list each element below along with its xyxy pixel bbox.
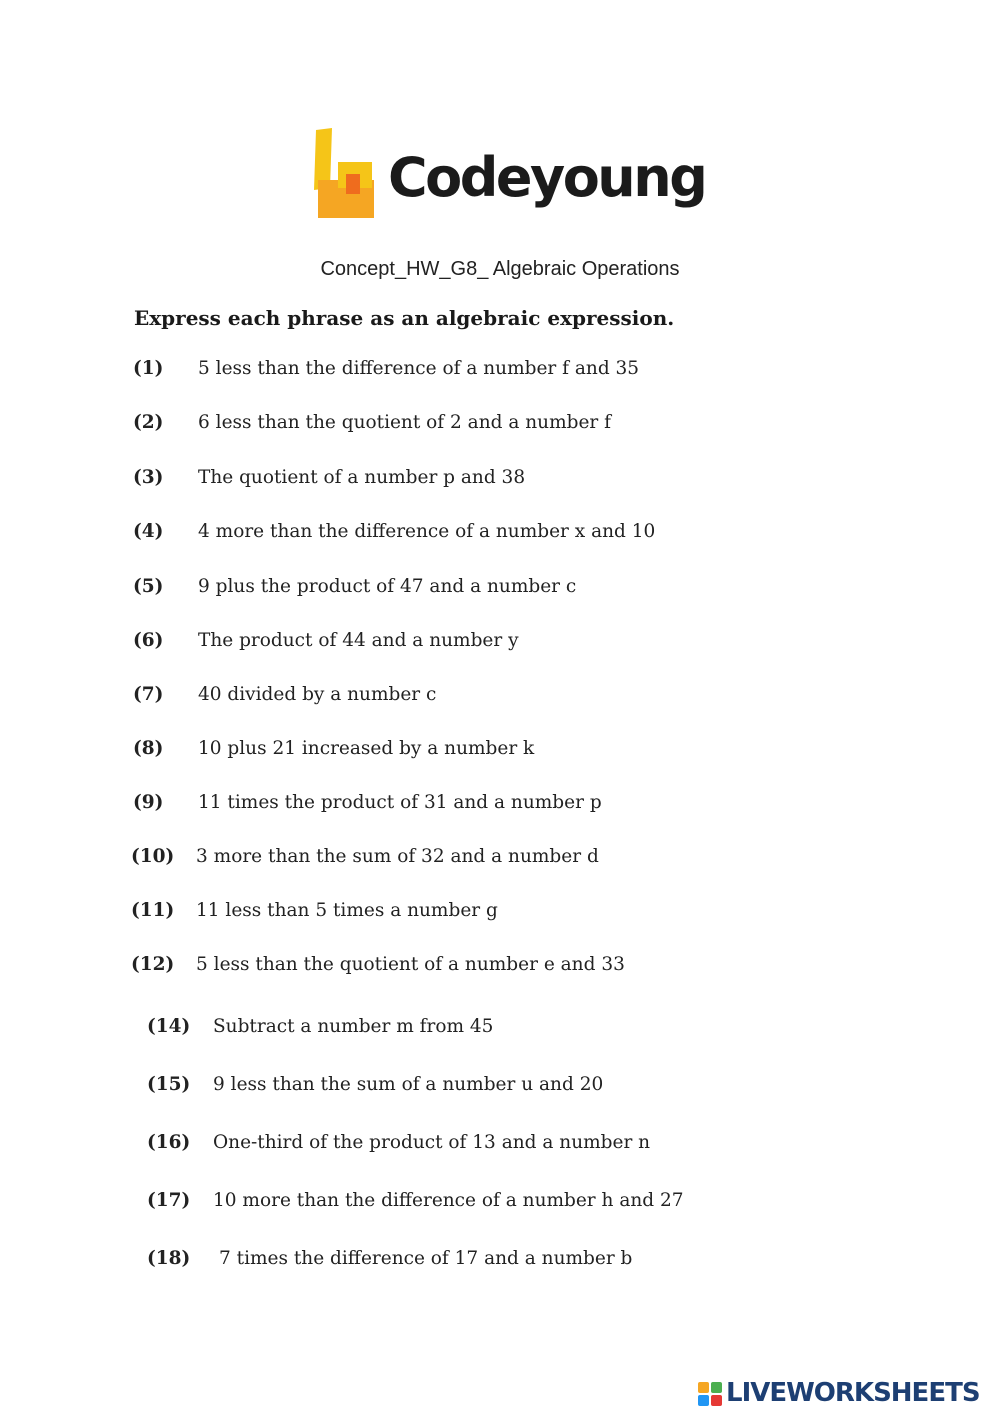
question-number: (7) bbox=[133, 684, 164, 705]
question-number: (17) bbox=[147, 1190, 191, 1211]
question-number: (16) bbox=[147, 1132, 191, 1153]
question-number: (18) bbox=[147, 1248, 191, 1269]
codeyoung-logo-icon bbox=[312, 128, 376, 220]
question-text: 10 plus 21 increased by a number k bbox=[198, 738, 535, 759]
question-text: 9 plus the product of 47 and a number c bbox=[198, 576, 577, 597]
question-number: (15) bbox=[147, 1074, 191, 1095]
question-number: (10) bbox=[131, 846, 175, 867]
question-text: 40 divided by a number c bbox=[198, 684, 437, 705]
question-number: (1) bbox=[133, 358, 164, 379]
question-text: One-third of the product of 13 and a number n bbox=[213, 1132, 651, 1153]
question-text: 4 more than the difference of a number x and 10 bbox=[198, 521, 656, 542]
question-number: (4) bbox=[133, 521, 164, 542]
question-number: (8) bbox=[133, 738, 164, 759]
question-text: The quotient of a number p and 38 bbox=[198, 467, 526, 488]
question-number: (14) bbox=[147, 1016, 191, 1037]
liveworksheets-logo-icon bbox=[698, 1382, 722, 1406]
question-text: 3 more than the sum of 32 and a number d bbox=[196, 846, 599, 867]
question-text: 5 less than the quotient of a number e and 33 bbox=[196, 954, 625, 975]
question-number: (9) bbox=[133, 792, 164, 813]
question-text: 11 times the product of 31 and a number p bbox=[198, 792, 602, 813]
codeyoung-wordmark: Codeyoung bbox=[388, 146, 706, 209]
question-number: (5) bbox=[133, 576, 164, 597]
question-number: (12) bbox=[131, 954, 175, 975]
question-text: 6 less than the quotient of 2 and a number f bbox=[198, 412, 611, 433]
question-text: 9 less than the sum of a number u and 20 bbox=[213, 1074, 604, 1095]
question-text: 7 times the difference of 17 and a number b bbox=[219, 1248, 633, 1269]
question-text: 10 more than the difference of a number h and 27 bbox=[213, 1190, 684, 1211]
liveworksheets-watermark bbox=[698, 1376, 994, 1408]
instruction-heading: Express each phrase as an algebraic expression. bbox=[134, 306, 675, 330]
codeyoung-logo bbox=[312, 128, 706, 233]
question-text: The product of 44 and a number y bbox=[198, 630, 519, 651]
question-number: (2) bbox=[133, 412, 164, 433]
question-number: (11) bbox=[131, 900, 175, 921]
liveworksheets-wordmark: LIVEWORKSHEETS bbox=[726, 1378, 980, 1408]
question-text: 11 less than 5 times a number g bbox=[196, 900, 498, 921]
question-text: Subtract a number m from 45 bbox=[213, 1016, 494, 1037]
worksheet-title: Concept_HW_G8_ Algebraic Operations bbox=[320, 258, 680, 280]
question-number: (3) bbox=[133, 467, 164, 488]
question-text: 5 less than the difference of a number f and 35 bbox=[198, 358, 640, 379]
question-number: (6) bbox=[133, 630, 164, 651]
